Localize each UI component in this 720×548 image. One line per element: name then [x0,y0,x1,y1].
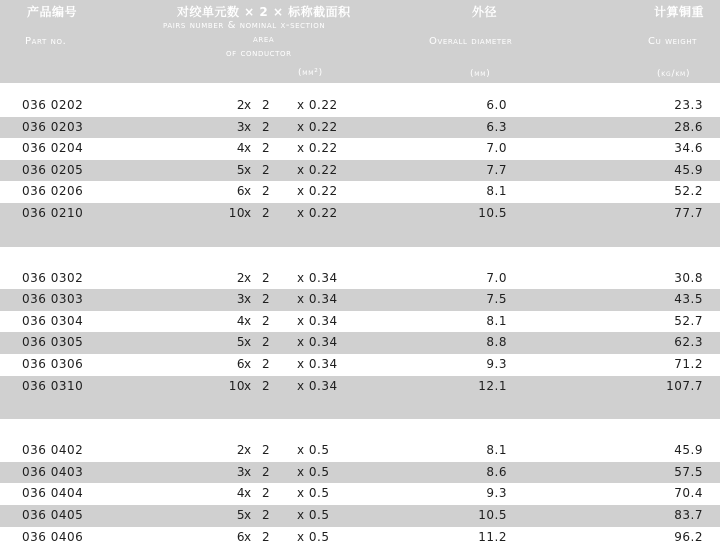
times-sign: x [244,184,252,198]
cu-weight-cell: 77.7 [674,206,703,220]
part-number-cell: 036 0306 [22,357,83,371]
conductor-count-cell: 2 [262,443,270,457]
times-sign: x [244,271,252,285]
times-sign: x [244,98,252,112]
times-sign: x [244,206,252,220]
table-row [0,354,720,376]
times-sign: x [244,508,252,522]
part-number-cell: 036 0303 [22,292,83,306]
cu-weight-cell: 107.7 [666,379,703,393]
weight-header-zh: 计算铜重 [654,3,704,20]
pairs-count-cell: 10 [215,379,245,393]
cross-section-cell: x 0.34 [297,357,338,371]
part-number-cell: 036 0206 [22,184,83,198]
cu-weight-cell: 34.6 [674,141,703,155]
pairs-count-cell: 3 [215,292,245,306]
overall-diameter-cell: 8.1 [486,314,507,328]
header-spacer [0,83,720,95]
cross-section-cell: x 0.5 [297,486,330,500]
part-number-cell: 036 0204 [22,141,83,155]
times-sign: x [244,163,252,177]
table-row [0,527,720,548]
conductor-count-cell: 2 [262,530,270,544]
conductor-count-cell: 2 [262,508,270,522]
part-number-cell: 036 0406 [22,530,83,544]
cu-weight-cell: 52.7 [674,314,703,328]
pairs-header-en-3: of conductor [226,48,292,59]
pairs-header-en-2: area [253,34,274,45]
conductor-count-cell: 2 [262,98,270,112]
pairs-count-cell: 6 [215,184,245,198]
cross-section-cell: x 0.5 [297,443,330,457]
cu-weight-cell: 45.9 [674,163,703,177]
overall-diameter-cell: 11.2 [478,530,507,544]
cross-section-cell: x 0.22 [297,98,338,112]
pairs-count-cell: 10 [215,206,245,220]
part-number-cell: 036 0403 [22,465,83,479]
conductor-count-cell: 2 [262,141,270,155]
pairs-count-cell: 4 [215,314,245,328]
part-number-cell: 036 0210 [22,206,83,220]
overall-diameter-cell: 7.0 [486,141,507,155]
overall-diameter-cell: 7.7 [486,163,507,177]
pairs-count-cell: 2 [215,443,245,457]
times-sign: x [244,120,252,134]
overall-diameter-cell: 9.3 [486,357,507,371]
pairs-header-unit: (mm²) [298,68,323,78]
cu-weight-cell: 70.4 [674,486,703,500]
pairs-count-cell: 5 [215,163,245,177]
times-sign: x [244,443,252,457]
table-row [0,203,720,225]
cross-section-cell: x 0.34 [297,335,338,349]
table-row [0,332,720,354]
diameter-header-en: Overall diameter [429,36,512,47]
table-header [0,0,720,83]
cu-weight-cell: 57.5 [674,465,703,479]
pairs-header-en-1: pairs number & nominal x-section [163,20,325,31]
table-row [0,181,720,203]
cross-section-cell: x 0.34 [297,314,338,328]
times-sign: x [244,379,252,393]
cross-section-cell: x 0.5 [297,465,330,479]
part-number-cell: 036 0304 [22,314,83,328]
conductor-count-cell: 2 [262,206,270,220]
pairs-count-cell: 6 [215,530,245,544]
overall-diameter-cell: 8.1 [486,443,507,457]
conductor-count-cell: 2 [262,292,270,306]
part-no-header-en: Part no. [25,36,66,47]
table-row [0,462,720,484]
table-row [0,440,720,462]
conductor-count-cell: 2 [262,271,270,285]
group-spacer [0,247,720,268]
table-row [0,268,720,290]
part-number-cell: 036 0202 [22,98,83,112]
overall-diameter-cell: 6.3 [486,120,507,134]
group-spacer [0,419,720,440]
cu-weight-cell: 83.7 [674,508,703,522]
conductor-count-cell: 2 [262,379,270,393]
cross-section-cell: x 0.5 [297,508,330,522]
times-sign: x [244,141,252,155]
pairs-count-cell: 2 [215,98,245,112]
table-body [0,95,720,548]
cu-weight-cell: 52.2 [674,184,703,198]
cu-weight-cell: 71.2 [674,357,703,371]
times-sign: x [244,335,252,349]
pairs-count-cell: 5 [215,508,245,522]
cross-section-cell: x 0.34 [297,271,338,285]
conductor-count-cell: 2 [262,314,270,328]
overall-diameter-cell: 10.5 [478,206,507,220]
cu-weight-cell: 23.3 [674,98,703,112]
part-number-cell: 036 0305 [22,335,83,349]
part-number-cell: 036 0310 [22,379,83,393]
overall-diameter-cell: 9.3 [486,486,507,500]
overall-diameter-cell: 8.1 [486,184,507,198]
part-number-cell: 036 0205 [22,163,83,177]
pairs-count-cell: 4 [215,141,245,155]
cu-weight-cell: 43.5 [674,292,703,306]
diameter-header-unit: (mm) [470,69,491,79]
pairs-count-cell: 3 [215,120,245,134]
part-number-cell: 036 0203 [22,120,83,134]
cu-weight-cell: 30.8 [674,271,703,285]
table-row [0,160,720,182]
conductor-count-cell: 2 [262,163,270,177]
part-no-header-zh: 产品编号 [27,3,77,20]
table-row [0,117,720,139]
overall-diameter-cell: 8.8 [486,335,507,349]
cross-section-cell: x 0.22 [297,206,338,220]
cross-section-cell: x 0.34 [297,292,338,306]
cu-weight-cell: 28.6 [674,120,703,134]
table-row [0,483,720,505]
overall-diameter-cell: 7.5 [486,292,507,306]
table-row [0,138,720,160]
cross-section-cell: x 0.34 [297,379,338,393]
times-sign: x [244,465,252,479]
overall-diameter-cell: 7.0 [486,271,507,285]
table-row [0,505,720,527]
group-separator [0,397,720,419]
diameter-header-zh: 外径 [472,3,497,20]
cu-weight-cell: 45.9 [674,443,703,457]
cross-section-cell: x 0.22 [297,184,338,198]
overall-diameter-cell: 6.0 [486,98,507,112]
table-row [0,376,720,398]
pairs-count-cell: 2 [215,271,245,285]
part-number-cell: 036 0402 [22,443,83,457]
times-sign: x [244,486,252,500]
part-number-cell: 036 0405 [22,508,83,522]
pairs-header-zh: 对绞单元数 × 2 × 标称截面积 [177,3,351,20]
weight-header-en: Cu weight [648,36,697,47]
table-row [0,95,720,117]
pairs-count-cell: 6 [215,357,245,371]
times-sign: x [244,292,252,306]
weight-header-unit: (kg/km) [657,69,690,79]
cu-weight-cell: 62.3 [674,335,703,349]
part-number-cell: 036 0404 [22,486,83,500]
conductor-count-cell: 2 [262,335,270,349]
cross-section-cell: x 0.5 [297,530,330,544]
overall-diameter-cell: 12.1 [478,379,507,393]
cu-weight-cell: 96.2 [674,530,703,544]
times-sign: x [244,314,252,328]
cross-section-cell: x 0.22 [297,120,338,134]
table-row [0,289,720,311]
cross-section-cell: x 0.22 [297,163,338,177]
part-number-cell: 036 0302 [22,271,83,285]
overall-diameter-cell: 10.5 [478,508,507,522]
cross-section-cell: x 0.22 [297,141,338,155]
pairs-count-cell: 5 [215,335,245,349]
pairs-count-cell: 4 [215,486,245,500]
conductor-count-cell: 2 [262,486,270,500]
conductor-count-cell: 2 [262,184,270,198]
times-sign: x [244,357,252,371]
overall-diameter-cell: 8.6 [486,465,507,479]
conductor-count-cell: 2 [262,120,270,134]
table-row [0,311,720,333]
conductor-count-cell: 2 [262,357,270,371]
group-separator [0,225,720,247]
conductor-count-cell: 2 [262,465,270,479]
pairs-count-cell: 3 [215,465,245,479]
times-sign: x [244,530,252,544]
